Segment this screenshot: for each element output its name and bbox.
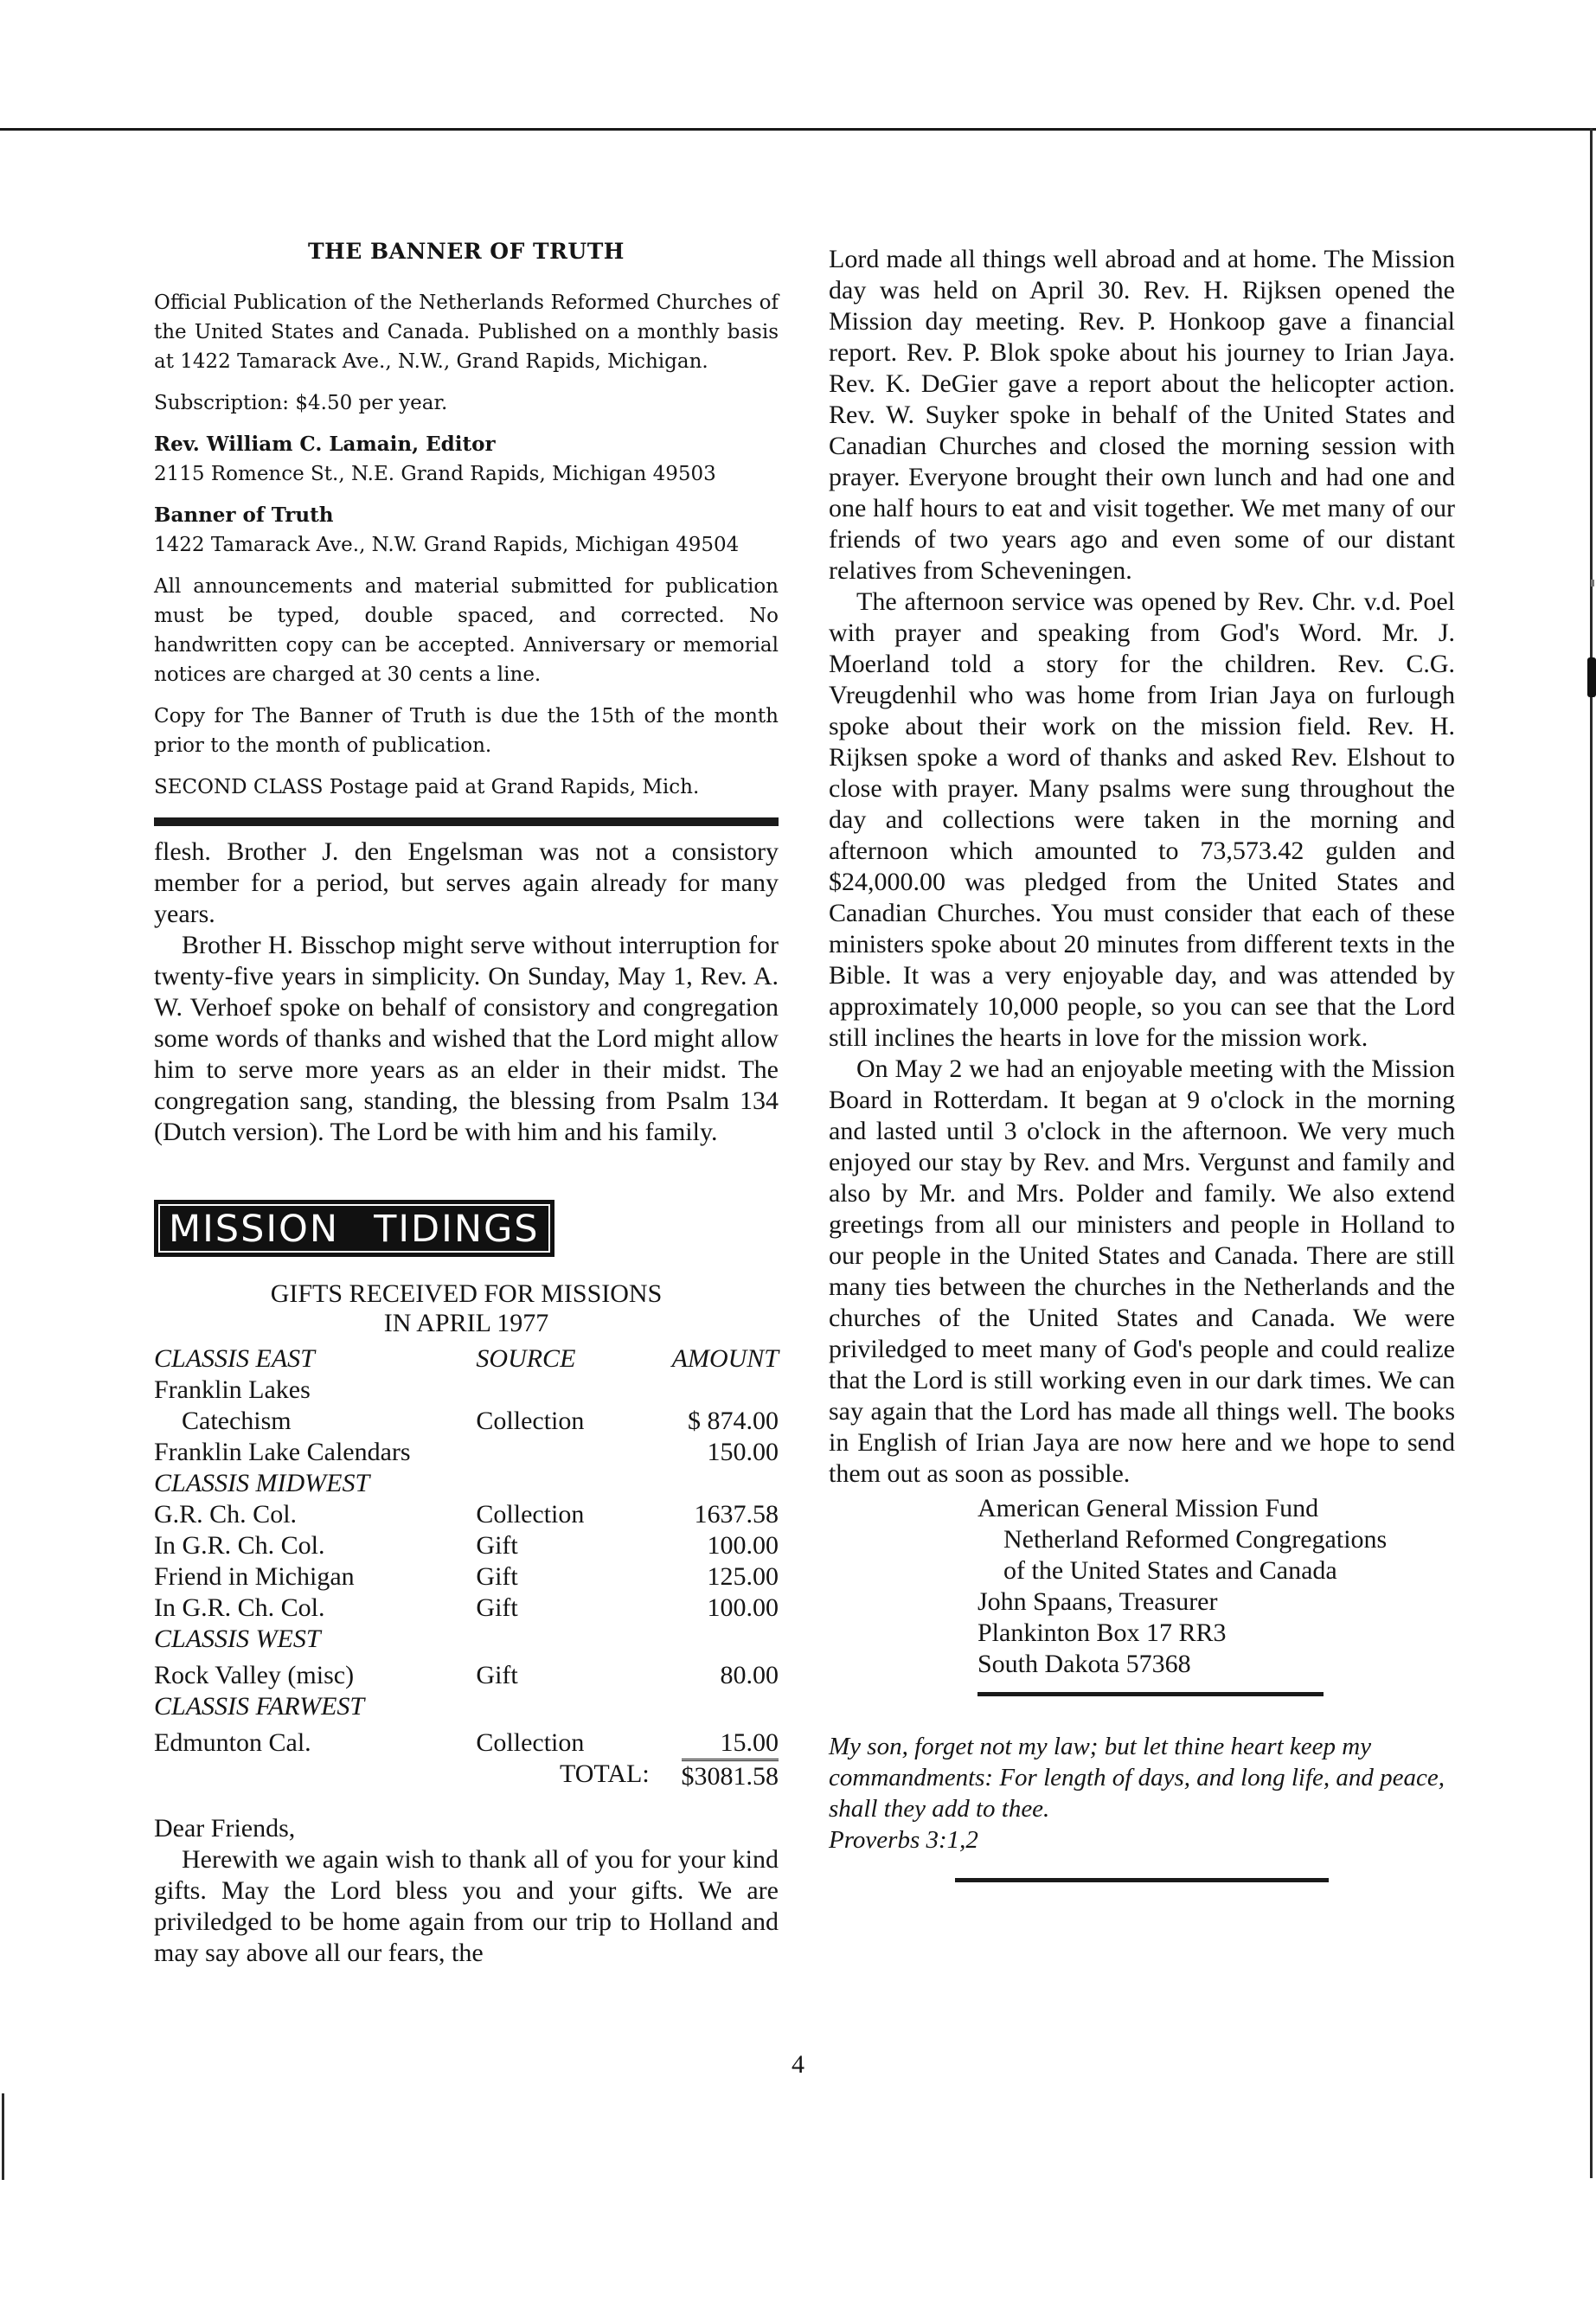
scripture-verse xyxy=(829,1731,1455,1856)
table-row xyxy=(154,1530,779,1561)
page-left-border xyxy=(2,2093,4,2180)
office-name: Banner of Truth xyxy=(154,503,334,527)
right-column xyxy=(829,244,1455,1882)
row-label: Friend in Michigan xyxy=(154,1562,355,1591)
page-right-border xyxy=(1590,128,1593,2178)
signature-line-1: American General Mission Fund xyxy=(977,1494,1319,1522)
mission-tidings-banner xyxy=(154,1200,554,1257)
left-column xyxy=(154,239,779,1969)
section-classis-west: CLASSIS WEST xyxy=(154,1625,321,1653)
header-amount: AMOUNT xyxy=(671,1344,779,1373)
section-row xyxy=(154,1624,779,1660)
row-amount: 80.00 xyxy=(720,1661,779,1689)
masthead-deadline: Copy for The Banner of Truth is due the 15th of the month prior to the month of publication. xyxy=(154,705,779,757)
row-label: G.R. Ch. Col. xyxy=(154,1500,298,1529)
total-label: TOTAL: xyxy=(559,1759,650,1788)
row-label: In G.R. Ch. Col. xyxy=(154,1593,325,1622)
verse-text: My son, forget not my law; but let thine heart keep my commandments: For length of days, and long life, and peace, shall they add to thee. xyxy=(829,1733,1445,1823)
header-classis-east: CLASSIS EAST xyxy=(154,1344,315,1373)
signature-line-5: Plankinton Box 17 RR3 xyxy=(977,1618,1227,1647)
table-row xyxy=(154,1660,779,1691)
table-row xyxy=(154,1727,779,1759)
scan-top-margin xyxy=(0,0,1596,128)
row-amount: 125.00 xyxy=(707,1562,779,1591)
row-label: Franklin Lakes xyxy=(154,1375,311,1404)
header-source: SOURCE xyxy=(476,1344,576,1373)
gifts-header-row xyxy=(154,1343,779,1375)
row-source: Gift xyxy=(476,1531,518,1560)
table-row xyxy=(154,1593,779,1624)
signature-line-6: South Dakota 57368 xyxy=(977,1650,1191,1678)
row-label: In G.R. Ch. Col. xyxy=(154,1531,325,1560)
table-row xyxy=(154,1499,779,1530)
verse-reference: Proverbs 3:1,2 xyxy=(829,1826,978,1854)
banner-word-mission: MISSION xyxy=(169,1208,340,1251)
row-amount: 100.00 xyxy=(707,1531,779,1560)
masthead-announcements: All announcements and material submitted for publication must be typed, double spaced, and corrected. No handwritten copy can be accepted. Anniversary or memorial notices are charged at 30 cents a line. xyxy=(154,575,779,686)
section-classis-midwest: CLASSIS MIDWEST xyxy=(154,1469,370,1497)
table-row xyxy=(154,1561,779,1593)
editor-address: 2115 Romence St., N.E. Grand Rapids, Michigan 49503 xyxy=(154,463,716,485)
letter-paragraph-2: Lord made all things well abroad and at home. The Mission day was held on April 30. Rev. H. Rijksen opened the Mission day meeting. Rev. P. Honkoop gave a financial report. Rev. P. Blok spoke about his journey to Irian Jaya. Rev. K. DeGier gave a report about the helicopter action. Rev. W. Suyker spoke in behalf of the United States and Canadian Churches and closed the morning session with prayer. Everyone brought their own lunch and had one and one half hours to eat and visit together. We met many of our friends of two years ago and even some of our distant relatives from Scheveningen. xyxy=(829,245,1455,585)
row-amount: 150.00 xyxy=(707,1438,779,1466)
table-row xyxy=(154,1375,779,1406)
masthead-postage: SECOND CLASS Postage paid at Grand Rapids, Mich. xyxy=(154,776,700,798)
signature-line-2: Netherland Reformed Congregations xyxy=(1003,1525,1388,1554)
table-row xyxy=(154,1406,779,1437)
masthead-office xyxy=(154,501,779,560)
row-label: Edmunton Cal. xyxy=(154,1728,311,1757)
gifts-table xyxy=(154,1343,779,1792)
gifts-heading-line1: GIFTS RECEIVED FOR MISSIONS xyxy=(270,1279,663,1308)
signature-line-4: John Spaans, Treasurer xyxy=(977,1587,1218,1616)
signature-block xyxy=(977,1493,1455,1680)
banner-word-tidings: TIDINGS xyxy=(374,1208,540,1251)
gifts-heading xyxy=(154,1279,779,1338)
editor-name: Rev. William C. Lamain, Editor xyxy=(154,433,496,456)
signature-divider xyxy=(977,1692,1324,1696)
table-row xyxy=(154,1437,779,1468)
binding-mark xyxy=(1587,657,1596,697)
row-source: Collection xyxy=(476,1500,585,1529)
article-paragraph-1: flesh. Brother J. den Engelsman was not a consistory member for a period, but serves again already for many years. xyxy=(154,837,779,928)
row-label: Catechism xyxy=(182,1407,292,1435)
row-source: Gift xyxy=(476,1562,518,1591)
binding-speck xyxy=(1591,580,1594,586)
section-row xyxy=(154,1691,779,1727)
masthead-editor xyxy=(154,430,779,489)
row-amount: $ 874.00 xyxy=(688,1407,779,1435)
row-label: Rock Valley (misc) xyxy=(154,1661,355,1689)
masthead-title: THE BANNER OF TRUTH xyxy=(308,239,625,264)
section-row xyxy=(154,1468,779,1499)
article-paragraph-2: Brother H. Bisschop might serve without interruption for twenty-five years in simplicity. On Sunday, May 1, Rev. A. W. Verhoef spoke on behalf of consistory and congregation some words of thanks and wished that the Lord might allow him to serve more years as an elder in their midst. The congregation sang, standing, the blessing from Psalm 134 (Dutch version). The Lord be with him and his family. xyxy=(154,931,779,1146)
letter-salutation: Dear Friends, xyxy=(154,1814,296,1843)
letter-paragraph-1: Herewith we again wish to thank all of you for your kind gifts. May the Lord bless you and your gifts. We are priviledged to be home again from our trip to Holland and may say above all our fears, the xyxy=(154,1845,779,1967)
gifts-heading-line2: IN APRIL 1977 xyxy=(383,1309,549,1337)
signature-line-3: of the United States and Canada xyxy=(1003,1556,1337,1585)
office-address: 1422 Tamarack Ave., N.W. Grand Rapids, Michigan 49504 xyxy=(154,534,740,556)
masthead-divider xyxy=(154,817,779,826)
letter-paragraph-3: The afternoon service was opened by Rev. Chr. v.d. Poel with prayer and speaking from God's Word. Mr. J. Moerland told a story for the children. Rev. C.G. Vreugdenhil who was home from Irian Jaya on furlough spoke about their work on the mission field. Rev. H. Rijksen spoke a word of thanks and asked Rev. Elshout to close with prayer. Many psalms were sung throughout the day and collections were taken in the morning and afternoon which amounted to 73,573.42 gulden and $24,000.00 was pledged from the United States and Canadian Churches. You must consider that each of these ministers spoke about 20 minutes from different texts in the Bible. It was a very enjoyable day, and was attended by approximately 10,000 people, so you can see that the Lord still inclines the hearts in love for the mission work. xyxy=(829,587,1455,1052)
row-source: Gift xyxy=(476,1593,518,1622)
verse-divider xyxy=(955,1878,1329,1882)
masthead-intro: Official Publication of the Netherlands Reformed Churches of the United States and Canada. Published on a monthly basis at 1422 Tamarack Ave., N.W., Grand Rapids, Michigan. xyxy=(154,292,779,373)
letter-paragraph-4: On May 2 we had an enjoyable meeting with the Mission Board in Rotterdam. It began at 9 o'clock in the morning and lasted until 3 o'clock in the afternoon. We very much enjoyed our stay by Rev. and Mrs. Vergunst and family and also by Mr. and Mrs. Polder and family. We also extend greetings from all our ministers and people in Holland to our people in the United States and Canada. There are still many ties between the churches in the Netherlands and the churches of the United States and Canada. We were priviledged to meet many of God's people and could realize that the Lord is still working even in our dark times. We can say again that the Lord has made all things well. The books in English of Irian Jaya are now here and we hope to send them out as soon as possible. xyxy=(829,1054,1455,1488)
masthead-subscription: Subscription: $4.50 per year. xyxy=(154,392,448,414)
total-row xyxy=(154,1759,779,1792)
row-amount: 15.00 xyxy=(720,1728,779,1757)
row-source: Collection xyxy=(476,1407,585,1435)
row-label: Franklin Lake Calendars xyxy=(154,1438,411,1466)
row-source: Collection xyxy=(476,1728,585,1757)
section-classis-farwest: CLASSIS FARWEST xyxy=(154,1692,365,1721)
row-amount: 1637.58 xyxy=(694,1500,779,1529)
row-source: Gift xyxy=(476,1661,518,1689)
row-amount: 100.00 xyxy=(707,1593,779,1622)
page-number: 4 xyxy=(792,2050,804,2079)
page-top-border xyxy=(0,128,1596,131)
total-value: $3081.58 xyxy=(682,1759,779,1792)
